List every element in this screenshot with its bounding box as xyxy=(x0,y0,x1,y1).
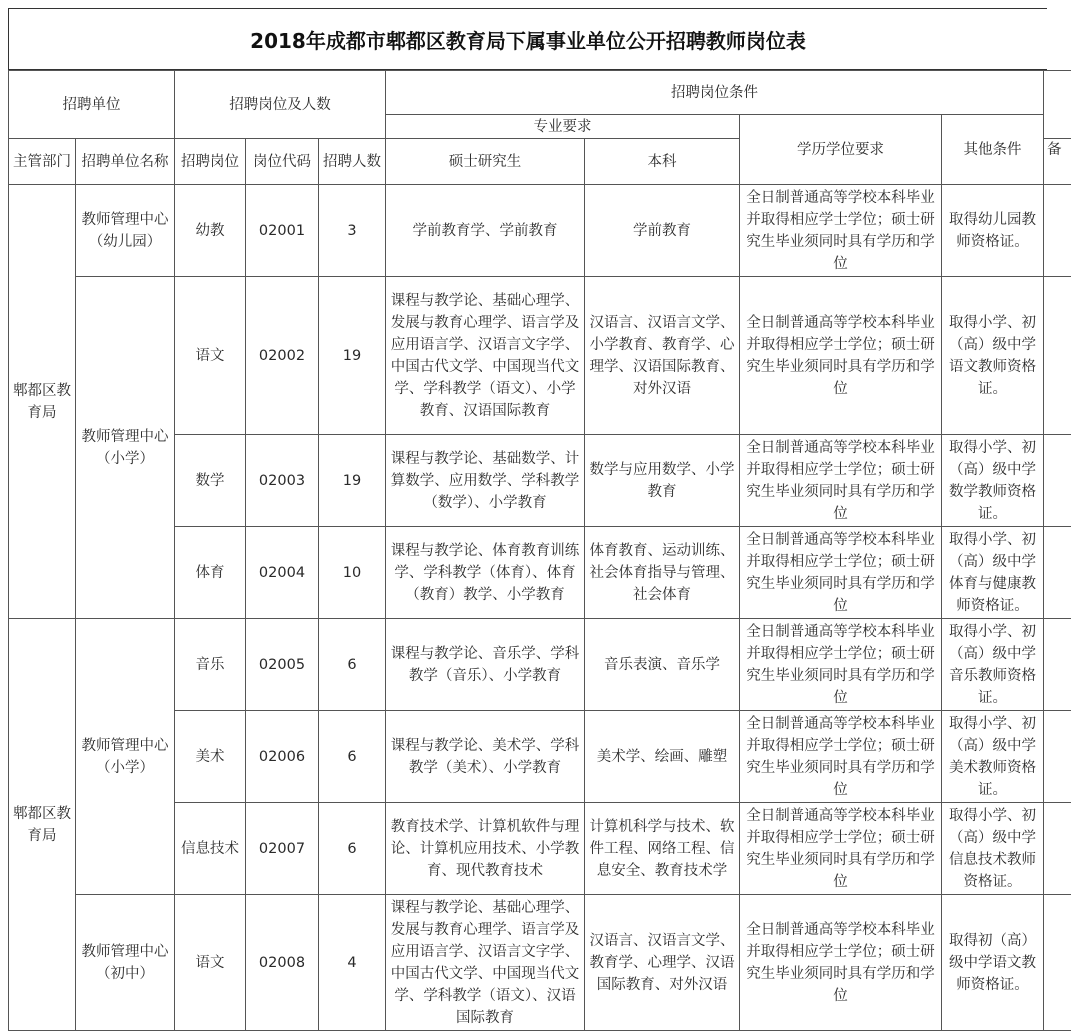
degree-cell: 全日制普通高等学校本科毕业并取得相应学士学位；硕士研究生毕业须同时具有学历和学位 xyxy=(740,527,942,619)
other-cell: 取得小学、初（高）级中学美术教师资格证。 xyxy=(942,711,1044,803)
bachelor-cell: 学前教育 xyxy=(585,185,740,277)
degree-cell: 全日制普通高等学校本科毕业并取得相应学士学位；硕士研究生毕业须同时具有学历和学位 xyxy=(740,895,942,1031)
header-post: 招聘岗位 xyxy=(175,139,246,185)
degree-cell: 全日制普通高等学校本科毕业并取得相应学士学位；硕士研究生毕业须同时具有学历和学位 xyxy=(740,711,942,803)
header-dept: 主管部门 xyxy=(9,139,76,185)
post-cell: 音乐 xyxy=(175,619,246,711)
master-cell: 课程与教学论、音乐学、学科教学（音乐）、小学教育 xyxy=(386,619,585,711)
header-post-count: 招聘岗位及人数 xyxy=(175,71,386,139)
master-cell: 课程与教学论、基础数学、计算数学、应用数学、学科教学（数学）、小学教育 xyxy=(386,435,585,527)
master-cell: 课程与教学论、基础心理学、发展与教育心理学、语言学及应用语言学、汉语言文字学、中国古代文学、中国现当代文学、学科教学（语文）、汉语国际教育 xyxy=(386,895,585,1031)
dept-cell: 郫都区教育局 xyxy=(9,185,76,619)
degree-cell: 全日制普通高等学校本科毕业并取得相应学士学位；硕士研究生毕业须同时具有学历和学位 xyxy=(740,619,942,711)
recruitment-table xyxy=(8,70,1071,1031)
code-cell: 02002 xyxy=(246,277,319,435)
degree-cell: 全日制普通高等学校本科毕业并取得相应学士学位；硕士研究生毕业须同时具有学历和学位 xyxy=(740,277,942,435)
master-cell: 教育技术学、计算机软件与理论、计算机应用技术、小学教育、现代教育技术 xyxy=(386,803,585,895)
bachelor-cell: 数学与应用数学、小学教育 xyxy=(585,435,740,527)
post-cell: 体育 xyxy=(175,527,246,619)
header-extra: 备 xyxy=(1044,139,1071,185)
dept-cell: 郫都区教育局 xyxy=(9,619,76,1031)
other-cell: 取得小学、初（高）级中学体育与健康教师资格证。 xyxy=(942,527,1044,619)
table-row xyxy=(9,185,1071,277)
table-row xyxy=(9,895,1071,1031)
other-cell: 取得小学、初（高）级中学音乐教师资格证。 xyxy=(942,619,1044,711)
unit-name-cell: 教师管理中心（小学） xyxy=(76,277,175,619)
post-cell: 语文 xyxy=(175,277,246,435)
unit-name-cell: 教师管理中心（小学） xyxy=(76,619,175,895)
header-master: 硕士研究生 xyxy=(386,139,585,185)
num-cell: 19 xyxy=(319,435,386,527)
bachelor-cell: 体育教育、运动训练、社会体育指导与管理、社会体育 xyxy=(585,527,740,619)
num-cell: 4 xyxy=(319,895,386,1031)
master-cell: 课程与教学论、体育教育训练学、学科教学（体育）、体育（教育）教学、小学教育 xyxy=(386,527,585,619)
other-cell: 取得小学、初（高）级中学语文教师资格证。 xyxy=(942,277,1044,435)
other-cell: 取得初（高）级中学语文教师资格证。 xyxy=(942,895,1044,1031)
master-cell: 课程与教学论、美术学、学科教学（美术）、小学教育 xyxy=(386,711,585,803)
header-degree: 学历学位要求 xyxy=(740,115,942,185)
post-cell: 语文 xyxy=(175,895,246,1031)
master-cell: 课程与教学论、基础心理学、发展与教育心理学、语言学及应用语言学、汉语言文字学、中国古代文学、中国现当代文学、学科教学（语文）、小学教育、汉语国际教育 xyxy=(386,277,585,435)
header-code: 岗位代码 xyxy=(246,139,319,185)
num-cell: 3 xyxy=(319,185,386,277)
unit-name-cell: 教师管理中心（初中） xyxy=(76,895,175,1031)
degree-cell: 全日制普通高等学校本科毕业并取得相应学士学位；硕士研究生毕业须同时具有学历和学位 xyxy=(740,435,942,527)
header-num: 招聘人数 xyxy=(319,139,386,185)
code-cell: 02004 xyxy=(246,527,319,619)
bachelor-cell: 计算机科学与技术、软件工程、网络工程、信息安全、教育技术学 xyxy=(585,803,740,895)
num-cell: 6 xyxy=(319,619,386,711)
header-major-req: 专业要求 xyxy=(386,115,740,139)
header-unit-name: 招聘单位名称 xyxy=(76,139,175,185)
bachelor-cell: 汉语言、汉语言文学、教育学、心理学、汉语国际教育、对外汉语 xyxy=(585,895,740,1031)
bachelor-cell: 音乐表演、音乐学 xyxy=(585,619,740,711)
num-cell: 10 xyxy=(319,527,386,619)
post-cell: 幼教 xyxy=(175,185,246,277)
other-cell: 取得幼儿园教师资格证。 xyxy=(942,185,1044,277)
code-cell: 02007 xyxy=(246,803,319,895)
code-cell: 02001 xyxy=(246,185,319,277)
header-other: 其他条件 xyxy=(942,115,1044,185)
post-cell: 信息技术 xyxy=(175,803,246,895)
other-cell: 取得小学、初（高）级中学数学教师资格证。 xyxy=(942,435,1044,527)
code-cell: 02008 xyxy=(246,895,319,1031)
header-unit: 招聘单位 xyxy=(9,71,175,139)
degree-cell: 全日制普通高等学校本科毕业并取得相应学士学位；硕士研究生毕业须同时具有学历和学位 xyxy=(740,803,942,895)
degree-cell: 全日制普通高等学校本科毕业并取得相应学士学位；硕士研究生毕业须同时具有学历和学位 xyxy=(740,185,942,277)
code-cell: 02006 xyxy=(246,711,319,803)
master-cell: 学前教育学、学前教育 xyxy=(386,185,585,277)
page-title: 2018年成都市郫都区教育局下属事业单位公开招聘教师岗位表 xyxy=(8,8,1047,70)
bachelor-cell: 美术学、绘画、雕塑 xyxy=(585,711,740,803)
num-cell: 6 xyxy=(319,803,386,895)
num-cell: 6 xyxy=(319,711,386,803)
post-cell: 美术 xyxy=(175,711,246,803)
table-row xyxy=(9,619,1071,711)
header-bachelor: 本科 xyxy=(585,139,740,185)
code-cell: 02003 xyxy=(246,435,319,527)
unit-name-cell: 教师管理中心（幼儿园） xyxy=(76,185,175,277)
num-cell: 19 xyxy=(319,277,386,435)
header-conditions: 招聘岗位条件 xyxy=(386,71,1044,115)
bachelor-cell: 汉语言、汉语言文学、小学教育、教育学、心理学、汉语国际教育、对外汉语 xyxy=(585,277,740,435)
post-cell: 数学 xyxy=(175,435,246,527)
code-cell: 02005 xyxy=(246,619,319,711)
other-cell: 取得小学、初（高）级中学信息技术教师资格证。 xyxy=(942,803,1044,895)
table-row xyxy=(9,277,1071,435)
